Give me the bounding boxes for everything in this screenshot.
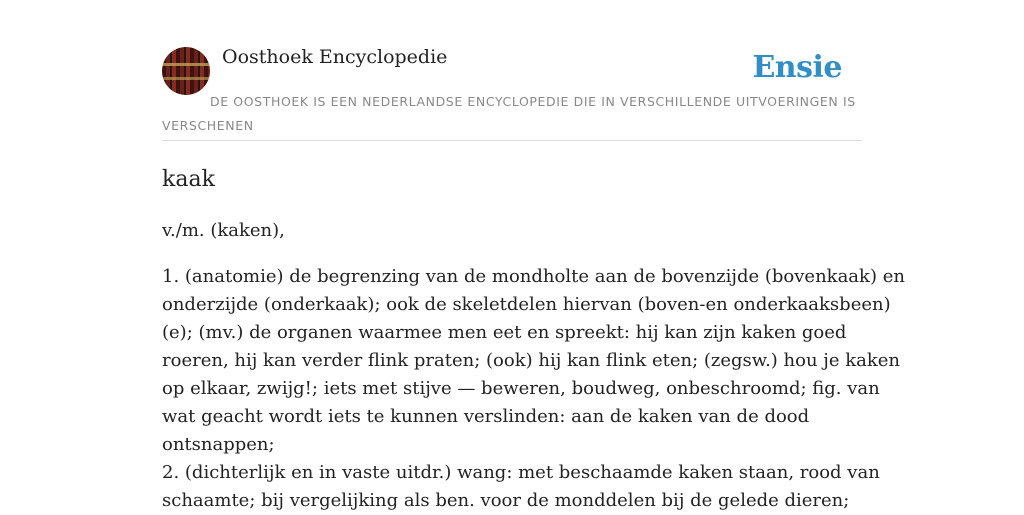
page [162, 0, 905, 515]
definition-line: 1. (anatomie) de begrenzing van de mondholte aan de bovenzijde (bovenkaak) en [162, 266, 905, 287]
definition-line: ontsnappen; [162, 434, 275, 455]
definition-line: op elkaar, zwijg!; iets met stijve — beweren, boudweg, onbeschroomd; fig. van [162, 378, 880, 399]
definition-line: 2. (dichterlijk en in vaste uitdr.) wang: met beschaamde kaken staan, rood van [162, 462, 880, 483]
definition-line: wat geacht wordt iets te kunnen verslinden: aan de kaken van de dood [162, 406, 810, 427]
definition-line: roeren, hij kan verder flink praten; (ook) hij kan flink eten; (zegsw.) hou je kaken [162, 350, 901, 371]
definition-line: (e); (mv.) de organen waarmee men eet en spreekt: hij kan zijn kaken goed [162, 322, 847, 343]
entry-grammar: v./m. (kaken), [162, 220, 285, 241]
bookshelf-icon[interactable] [162, 47, 210, 95]
entry-title: kaak [162, 167, 215, 192]
entry-definition [162, 263, 905, 515]
site-title[interactable]: Oosthoek Encyclopedie [222, 46, 448, 68]
site-header [162, 0, 862, 141]
brand-logo[interactable]: Ensie [752, 50, 842, 85]
definition-line: schaamte; bij vergelijking als ben. voor de monddelen bij de gelede dieren; [162, 490, 850, 511]
definition-line: onderzijde (onderkaak); ook de skeletdelen hiervan (boven-en onderkaaksbeen) [162, 294, 891, 315]
site-tagline: DE OOSTHOEK IS EEN NEDERLANDSE ENCYCLOPEDIE DIE IN VERSCHILLENDE UITVOERINGEN IS VERSCHENEN [162, 94, 856, 133]
